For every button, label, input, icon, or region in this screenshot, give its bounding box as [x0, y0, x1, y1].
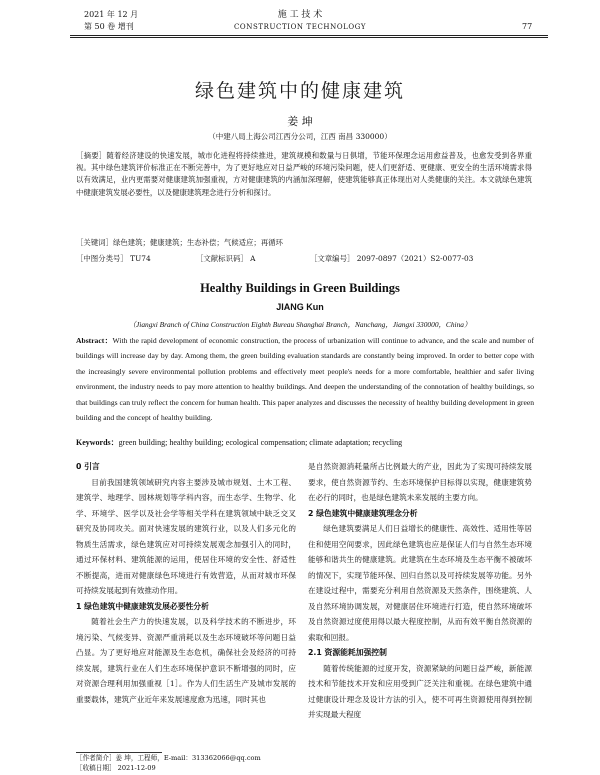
header-rule: [70, 35, 548, 36]
abstract-cn: ［摘要］随着经济建设的快速发展，城市化进程将持续推进，建筑规模和数量与日俱增，节能环保理念运用愈益普及，也愈发受到各界重视。其中绿色建筑评价标准正在不断完善中，为了更好地应对日益严峻的环境污染问题，使人们更舒适、更健康、更安全的生活环境需求得以有效满足，业内更需要对健康建筑加强重视，方对健康建筑的内涵加深理解，使建筑能够真正体现出对人类健康的关注。本文就绿色建筑中健康建筑发展必要性，以及健康建筑理念进行分析和探讨。: [76, 151, 532, 197]
clc-number: ［中图分类号］ TU74: [76, 254, 151, 263]
section-0-heading: 0 引言: [76, 462, 100, 471]
header-rule-thin: [70, 37, 548, 38]
section-1-text: 随着社会生产力的快速发展，以及科学技术的不断进步，环境污染、气候变异、资源严重消耗以及生态环境破坏等问题日益凸显。为了更好地应对能源及生态危机，确保社会及经济的可持续发展，建筑行业在人们生态环境保护意识不断增强的同时，应对资源合理利用加强重视［1］。作为人们生活生产及城市发展的重要载体，建筑产业近年来发展速度愈为迅速，同时其也: [76, 617, 296, 704]
author-en: JIANG Kun: [276, 302, 324, 312]
header-volume: 第 50 卷 增刊: [84, 22, 134, 31]
article-id: ［文章编号］ 2097-0897（2021）S2-0077-03: [310, 254, 474, 263]
journal-title-cn: 施 工 技 术: [277, 10, 323, 20]
article-title-cn: 绿色建筑中的健康建筑: [194, 80, 405, 102]
section-2-1-heading: 2.1 资源能耗加强控制: [308, 648, 387, 657]
section-2-heading: 2 绿色建筑中健康建筑理念分析: [308, 508, 418, 518]
section-0-text: 目前我国建筑领域研究内容主要涉及城市规划、土木工程、建筑学、地理学、园林规划等学科内容，而生态学、生物学、化学、环境学、医学以及社会学等相关学科在建筑领域中缺乏交叉研究及协同攻关。面对快速发展的建筑行业，以及人们多元化的物质生活需求，绿色建筑应对可持续发展观念加强引入的同时，通过环保材料、建筑能源的运用，使居住环境的安全性、舒适性不断提高，进而对健康绿色环境进行有效营造，从而对城市环保可持续发展起到有效推动作用。: [76, 477, 296, 595]
article-title-en: Healthy Buildings in Green Buildings: [200, 281, 400, 295]
page-number: 77: [522, 22, 533, 31]
affiliation-en: （Jiangxi Branch of China Construction Eighth Bureau Shanghai Branch，Nanchang，Jiangxi 330000，China）: [128, 320, 472, 329]
keywords-en-text: green building; healthy building; ecological compensation; climate adaptation; recycling: [118, 438, 403, 447]
section-2-1-text: 随着传统能源的过度开发，资源紧缺的问题日益严峻，新能源技术和节能技术开发和应用受到广泛关注和重视。在绿色建筑中通过健康设计理念及设计方法的引入，使不可再生资源使用得到控制并实现最大程度: [308, 663, 532, 719]
affiliation-cn: （中建八局上海公司江西分公司，江西 南昌 330000）: [208, 132, 392, 141]
abstract-en-text: With the rapid development of economic construction, the process of urbanization will continue to advance, and the scale and number of buildings will increase day by day. Among them, the green building evaluation standards are constantly being improved. In order to better cope with the increasingly severe environmental pollution problems and effectively meet people's needs for a more comfortable, healthier and safer living environment, the industry needs to pay more attention to healthy buildings. And deepen the understanding of the connotation of healthy buildings, so that buildings can truly reflect the concern for human health. This paper analyzes and discusses the necessity of healthy building development in green building and the concept of healthy building.: [76, 336, 534, 423]
footnote-date: ［收稿日期］ 2021-12-09: [76, 764, 156, 772]
section-1-heading: 1 绿色建筑中健康建筑发展必要性分析: [76, 601, 209, 611]
keywords-en-label: Keywords：: [76, 438, 119, 447]
footnote-author: ［作者简介］姜 坤，工程师，E-mail：313362066@qq.com: [76, 754, 261, 762]
header-date: 2021 年 12 月: [84, 10, 139, 19]
section-2-text: 绿色建筑要满足人们日益增长的健康性、高效性、适用性等居住和使用空间要求，因此绿色建筑也应是保证人们与自然生态环境能够和谐共生的健康建筑。此建筑在生态环境及生态平衡不被破坏的情况下，实现节能环保、回归自然以及可持续发展等功能。另外在建设过程中，需要充分利用自然资源及天然条件，围绕建筑、人及自然环境协调发展，对健康居住环境进行打造，使自然环境破坏及自然资源过度使用得以最大程度控制，从而有效平衡自然资源的索取和回报。: [308, 524, 532, 642]
left-column: [76, 459, 296, 707]
document-code: ［文献标识码］ A: [196, 254, 256, 263]
keywords-cn: ［关键词］绿色建筑；健康建筑；生态补偿；气候适应；再循环: [76, 238, 283, 247]
section-1-continued-text: 是自然资源消耗量所占比例最大的产业，因此为了实现可持续发展要求，使自然资源节约、生态环境保护目标得以实现，健康建筑势在必行的同时，也是绿色建筑未来发展的主要方向。: [308, 462, 532, 502]
abstract-en: [76, 333, 534, 425]
author-cn: 姜 坤: [287, 115, 313, 128]
right-column: [308, 459, 532, 723]
footnote-rule: [76, 752, 162, 753]
keywords-en: [76, 437, 534, 449]
journal-title-en: CONSTRUCTION TECHNOLOGY: [233, 23, 367, 31]
abstract-en-label: Abstract：: [76, 336, 113, 345]
